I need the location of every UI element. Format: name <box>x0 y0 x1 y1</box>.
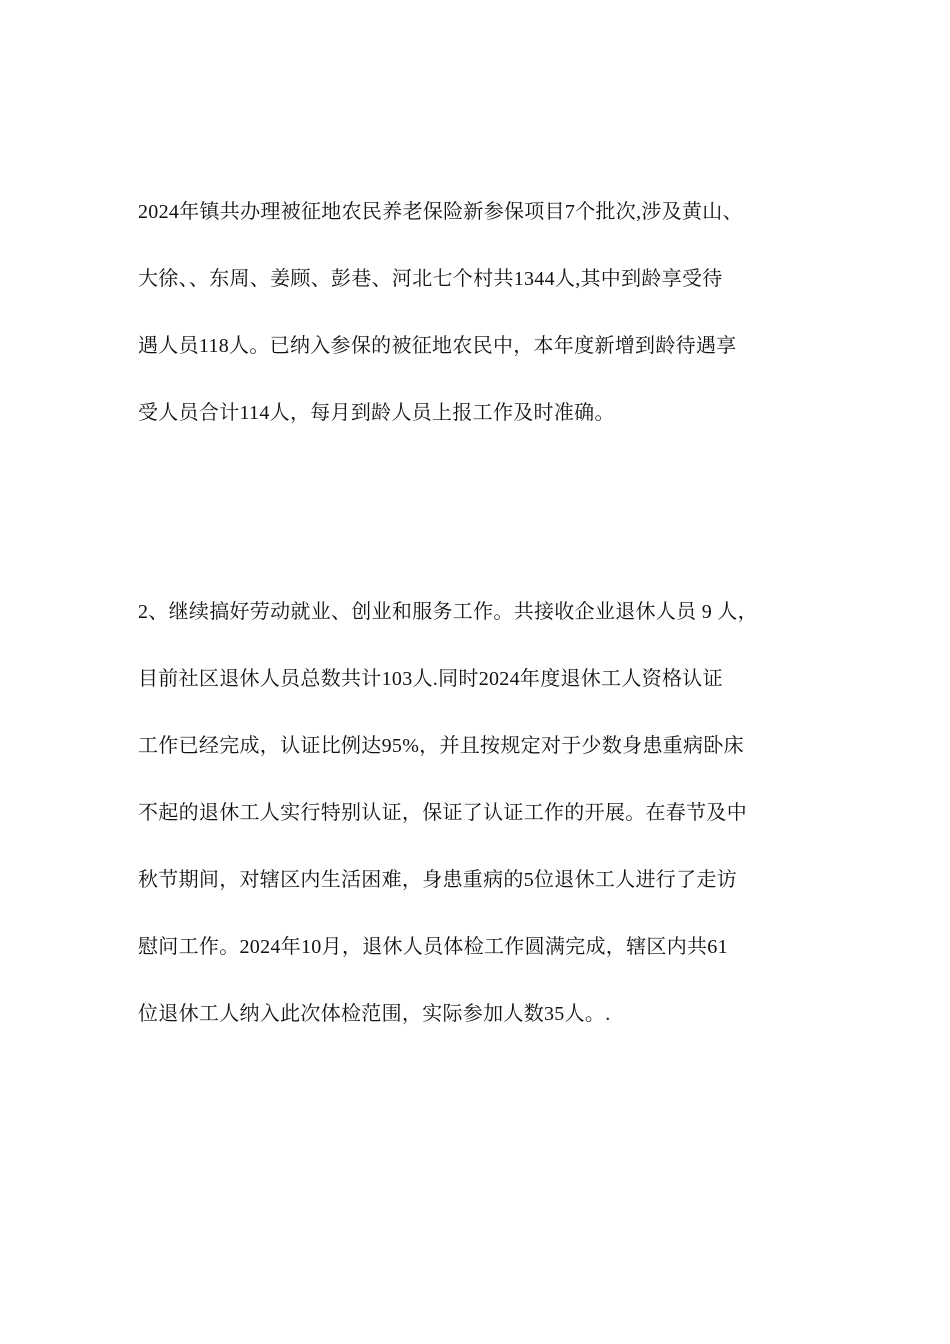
paragraph-line: 慰问工作。2024年10月，退休人员体检工作圆满完成，辖区内共61 <box>138 936 728 958</box>
paragraph-employment-retirees <box>138 600 828 1069</box>
paragraph-pension-insurance <box>138 200 828 468</box>
paragraph-line: 位退休工人纳入此次体检范围，实际参加人数35人。. <box>138 1003 611 1025</box>
paragraph-line: 大徐、、东周、姜顾、彭巷、河北七个村共1344人,其中到龄享受待 <box>138 268 723 290</box>
paragraph-line: 2024年镇共办理被征地农民养老保险新参保项目7个批次,涉及黄山、 <box>138 201 743 223</box>
paragraph-line: 目前社区退休人员总数共计103人.同时2024年度退休工人资格认证 <box>138 668 723 690</box>
paragraph-line: 不起的退休工人实行特别认证，保证了认证工作的开展。在春节及中 <box>138 802 747 824</box>
paragraph-line: 2、继续搞好劳动就业、创业和服务工作。共接收企业退休人员 9 人， <box>138 601 758 623</box>
paragraph-line: 秋节期间，对辖区内生活困难，身患重病的5位退休工人进行了走访 <box>138 869 737 891</box>
paragraph-line: 遇人员118人。已纳入参保的被征地农民中，本年度新增到龄待遇享 <box>138 335 737 357</box>
paragraph-line: 受人员合计114人，每月到龄人员上报工作及时准确。 <box>138 402 615 424</box>
paragraph-line: 工作已经完成，认证比例达95%，并且按规定对于少数身患重病卧床 <box>138 735 744 757</box>
